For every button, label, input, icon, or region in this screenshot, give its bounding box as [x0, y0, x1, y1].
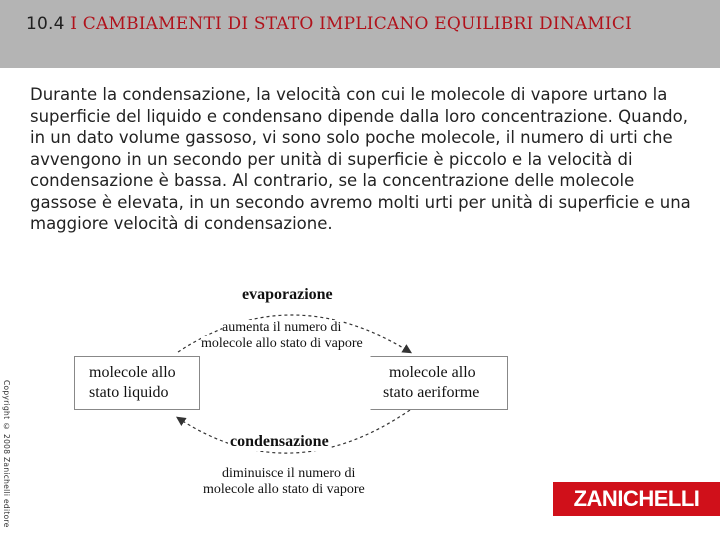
gas-state-box [370, 356, 508, 410]
evaporation-note-line2: molecole allo stato di vapore [201, 336, 363, 351]
evaporation-label: evaporazione [242, 286, 333, 303]
condensation-note-line1: diminuisce il numero di [222, 466, 356, 481]
gas-state-line1: molecole allo [389, 364, 476, 381]
liquid-state-line2: stato liquido [89, 384, 169, 401]
condensation-label: condensazione [230, 433, 329, 450]
zanichelli-logo: ZANICHELLI [553, 482, 720, 516]
liquid-state-line1: molecole allo [89, 364, 176, 381]
liquid-state-box [74, 356, 200, 410]
body-paragraph: Durante la condensazione, la velocità con cui le molecole di vapore urtano la superficie del liquido e condensano dipende dalla loro concentrazione. Quando, in un dato volume gassoso, vi sono solo poche molecole, il numero di urti che avvengono in un secondo per unità di superficie è piccolo e la velocità di condensazione è bassa. Al contrario, se la concentrazione delle molecole gassose è elevata, in un secondo avremo molti urti per unità di superficie e una maggiore velocità di condensazione. [30, 85, 691, 233]
section-number: 10.4 [26, 14, 65, 34]
section-title: I CAMBIAMENTI DI STATO IMPLICANO EQUILIBRI DINAMICI [70, 14, 632, 34]
condensation-note-line2: molecole allo stato di vapore [203, 482, 365, 497]
gas-state-line2: stato aeriforme [383, 384, 480, 401]
copyright-notice: Copyright © 2008 Zanichelli editore [2, 380, 11, 528]
evaporation-note-line1: aumenta il numero di [222, 320, 342, 335]
